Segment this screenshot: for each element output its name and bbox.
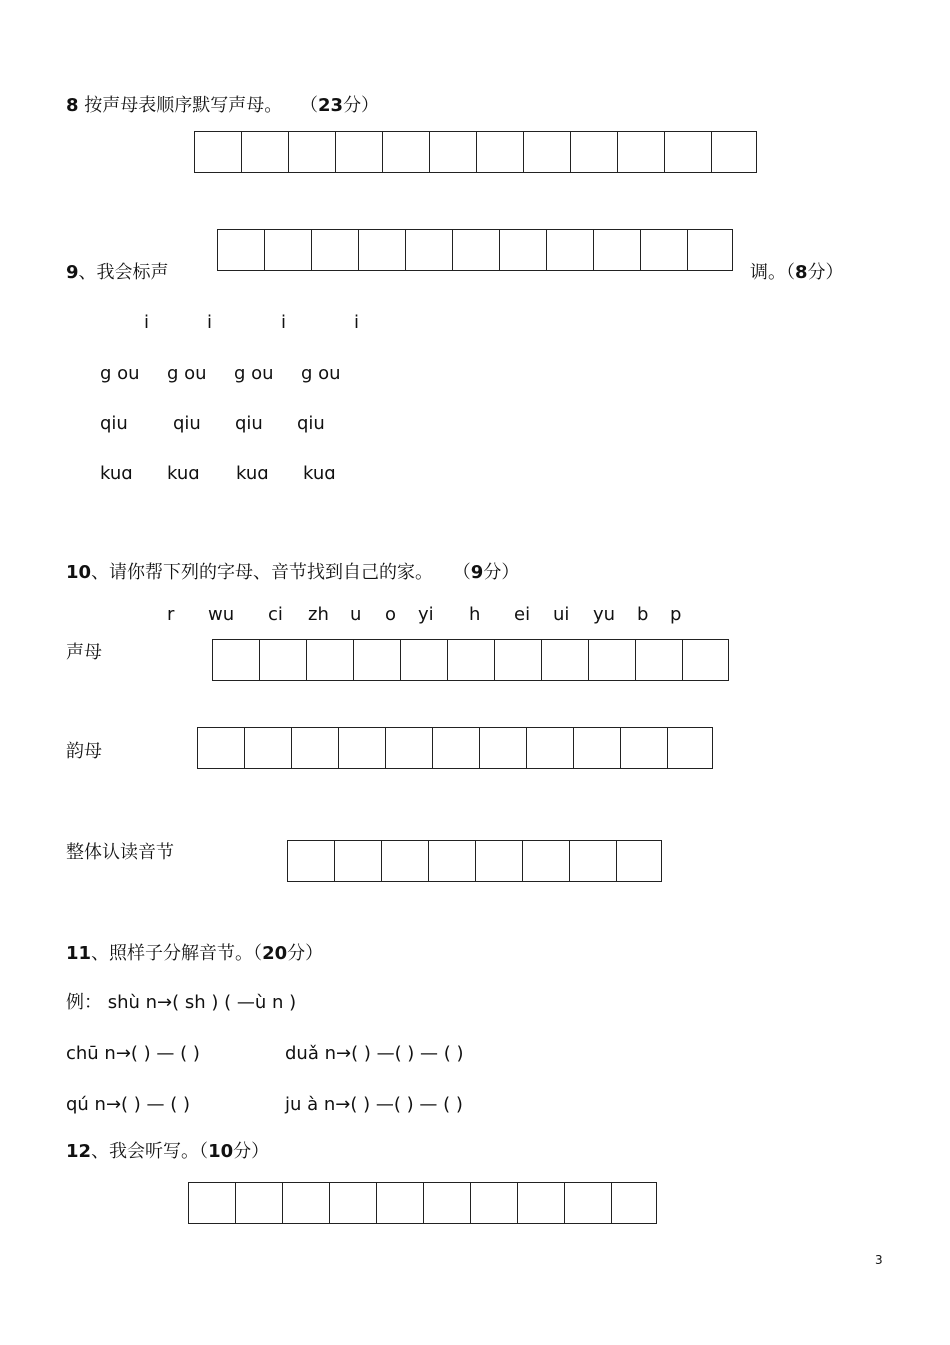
q12-writing-grid (188, 1182, 657, 1224)
writing-cell[interactable] (377, 1183, 424, 1223)
writing-cell[interactable] (401, 640, 448, 680)
question-number: 10 (66, 562, 92, 583)
yunmu-label: 韵母 (66, 741, 102, 762)
letter-item: ui (553, 604, 570, 625)
writing-cell[interactable] (359, 230, 406, 270)
score-close: 分） (483, 562, 520, 583)
writing-cell[interactable] (260, 640, 307, 680)
writing-cell[interactable] (339, 728, 386, 768)
writing-cell[interactable] (524, 132, 571, 172)
writing-cell[interactable] (213, 640, 260, 680)
letter-item: u (350, 604, 362, 625)
writing-cell[interactable] (430, 132, 477, 172)
letter-item: zh (308, 604, 329, 625)
pinyin-syllable[interactable]: qiu (100, 413, 128, 434)
pinyin-syllable[interactable]: kuɑ (167, 463, 200, 484)
letter-item: wu (208, 604, 235, 625)
pinyin-syllable[interactable]: g ou (167, 363, 207, 384)
score-value: 8 (795, 262, 808, 283)
writing-cell[interactable] (547, 230, 594, 270)
pinyin-syllable[interactable]: i (144, 312, 150, 333)
writing-cell[interactable] (292, 728, 339, 768)
score-value: 23 (318, 95, 344, 116)
question-9-title-end (750, 262, 844, 284)
q11-item[interactable]: chū n→( ) — ( ) (66, 1043, 200, 1064)
writing-cell[interactable] (476, 841, 523, 881)
question-12-title (66, 1141, 269, 1163)
writing-cell[interactable] (636, 640, 683, 680)
question-text: 、我会标声 (78, 262, 169, 283)
pinyin-syllable[interactable]: g ou (301, 363, 341, 384)
writing-cell[interactable] (245, 728, 292, 768)
writing-cell[interactable] (527, 728, 574, 768)
writing-cell[interactable] (641, 230, 688, 270)
question-10-title (66, 562, 519, 584)
writing-cell[interactable] (617, 841, 663, 881)
letter-item: p (670, 604, 682, 625)
pinyin-syllable[interactable]: qiu (297, 413, 325, 434)
writing-cell[interactable] (683, 640, 730, 680)
writing-cell[interactable] (571, 132, 618, 172)
writing-cell[interactable] (242, 132, 289, 172)
pinyin-syllable[interactable]: i (207, 312, 213, 333)
writing-cell[interactable] (189, 1183, 236, 1223)
writing-cell[interactable] (330, 1183, 377, 1223)
page-number: 3 (875, 1253, 883, 1267)
question-11-title (66, 943, 323, 965)
score-value: 9 (470, 562, 484, 583)
score-close: 分） (343, 95, 380, 116)
question-text: 、照样子分解音节。（ (91, 943, 263, 964)
writing-cell[interactable] (382, 841, 429, 881)
pinyin-syllable[interactable]: qiu (235, 413, 263, 434)
question-9-title (66, 262, 169, 284)
question-number: 11 (66, 943, 92, 964)
question-text: 调。（ (750, 262, 795, 283)
score-open: （ (452, 562, 471, 583)
letter-item: h (469, 604, 481, 625)
writing-cell[interactable] (500, 230, 547, 270)
writing-cell[interactable] (236, 1183, 283, 1223)
question-text: 、请你帮下列的字母、音节找到自己的家。 (91, 562, 434, 583)
score-open: （ (300, 95, 318, 116)
writing-cell[interactable] (668, 728, 714, 768)
q11-item[interactable]: duǎ n→( ) —( ) — ( ) (285, 1043, 464, 1064)
writing-cell[interactable] (336, 132, 383, 172)
writing-cell[interactable] (480, 728, 527, 768)
zhengti-label: 整体认读音节 (66, 842, 174, 863)
pinyin-syllable[interactable]: qiu (173, 413, 201, 434)
question-number: 9 (66, 262, 79, 283)
pinyin-syllable[interactable]: kuɑ (303, 463, 336, 484)
letter-item: b (637, 604, 649, 625)
pinyin-syllable[interactable]: kuɑ (236, 463, 269, 484)
writing-cell[interactable] (665, 132, 712, 172)
writing-cell[interactable] (424, 1183, 471, 1223)
writing-cell[interactable] (195, 132, 242, 172)
writing-cell[interactable] (712, 132, 758, 172)
question-number: 8 (66, 95, 79, 116)
pinyin-syllable[interactable]: kuɑ (100, 463, 133, 484)
writing-cell[interactable] (570, 841, 617, 881)
pinyin-syllable[interactable]: i (354, 312, 360, 333)
writing-cell[interactable] (612, 1183, 658, 1223)
writing-cell[interactable] (448, 640, 495, 680)
writing-cell[interactable] (495, 640, 542, 680)
zhengti-grid (287, 840, 662, 882)
writing-cell[interactable] (283, 1183, 330, 1223)
pinyin-syllable[interactable]: i (281, 312, 287, 333)
q8-writing-grid (194, 131, 757, 173)
writing-cell[interactable] (471, 1183, 518, 1223)
letter-item: yi (418, 604, 434, 625)
q11-item[interactable]: qú n→( ) — ( ) (66, 1094, 191, 1115)
writing-cell[interactable] (354, 640, 401, 680)
question-number: 12 (66, 1141, 92, 1162)
writing-cell[interactable] (574, 728, 621, 768)
writing-cell[interactable] (433, 728, 480, 768)
shengmu-grid (212, 639, 729, 681)
writing-cell[interactable] (218, 230, 265, 270)
question-8-title (66, 95, 379, 117)
pinyin-syllable[interactable]: g ou (100, 363, 140, 384)
writing-cell[interactable] (335, 841, 382, 881)
score-value: 20 (262, 943, 288, 964)
score-close: 分） (287, 943, 324, 964)
writing-cell[interactable] (383, 132, 430, 172)
q9-writing-grid (217, 229, 733, 271)
writing-cell[interactable] (312, 230, 359, 270)
q11-item[interactable]: ju à n→( ) —( ) — ( ) (285, 1094, 463, 1115)
q11-example: 例： shù n→( sh ) ( —ù n ) (66, 992, 297, 1013)
writing-cell[interactable] (288, 841, 335, 881)
writing-cell[interactable] (386, 728, 433, 768)
writing-cell[interactable] (198, 728, 245, 768)
writing-cell[interactable] (406, 230, 453, 270)
writing-cell[interactable] (565, 1183, 612, 1223)
writing-cell[interactable] (289, 132, 336, 172)
writing-cell[interactable] (307, 640, 354, 680)
score-close: 分） (233, 1141, 270, 1162)
writing-cell[interactable] (265, 230, 312, 270)
writing-cell[interactable] (477, 132, 524, 172)
writing-cell[interactable] (688, 230, 734, 270)
writing-cell[interactable] (621, 728, 668, 768)
writing-cell[interactable] (618, 132, 665, 172)
writing-cell[interactable] (518, 1183, 565, 1223)
writing-cell[interactable] (429, 841, 476, 881)
yunmu-grid (197, 727, 713, 769)
score-close: 分） (807, 262, 844, 283)
score-value: 10 (208, 1141, 234, 1162)
letter-item: ci (268, 604, 283, 625)
writing-cell[interactable] (453, 230, 500, 270)
writing-cell[interactable] (542, 640, 589, 680)
letter-item: ei (514, 604, 531, 625)
question-text: 按声母表顺序默写声母。 (84, 95, 283, 116)
letter-item: yu (593, 604, 616, 625)
pinyin-syllable[interactable]: g ou (234, 363, 274, 384)
writing-cell[interactable] (523, 841, 570, 881)
letter-item: r (167, 604, 175, 625)
shengmu-label: 声母 (66, 642, 102, 663)
question-text: 、我会听写。（ (91, 1141, 209, 1162)
writing-cell[interactable] (589, 640, 636, 680)
writing-cell[interactable] (594, 230, 641, 270)
letter-item: o (385, 604, 397, 625)
